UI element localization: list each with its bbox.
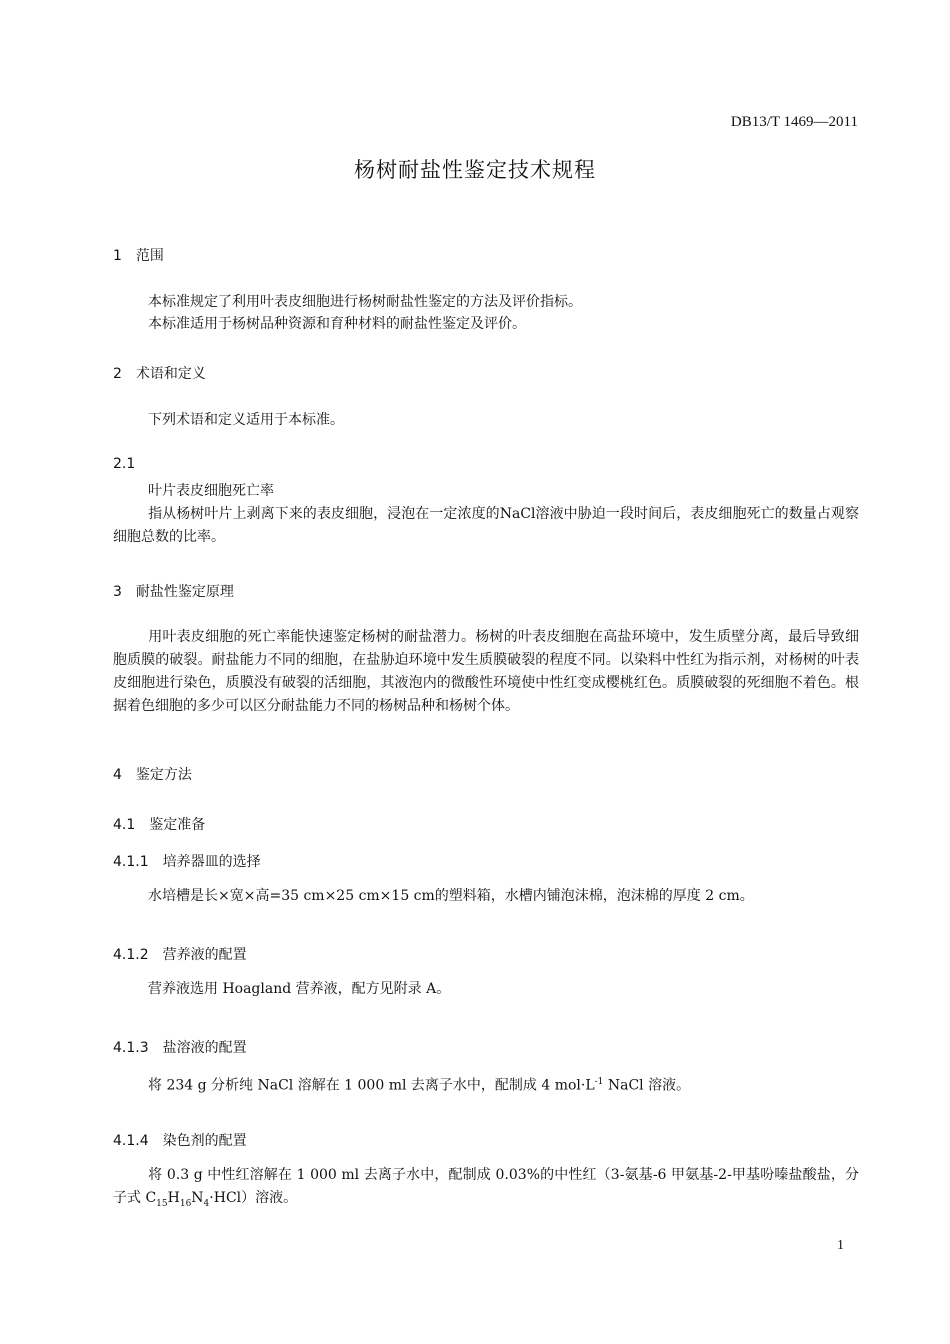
section-4-1-3-para-1 — [113, 1071, 859, 1098]
para-text: 水培槽是长×宽×高=35 cm×25 cm×15 cm的塑料箱，水槽内铺泡沫棉，泡沫棉的厚度 2 cm。 — [148, 888, 754, 904]
section-4-1-3-heading — [113, 1037, 247, 1057]
section-number: 2 — [113, 366, 122, 382]
page-number: 1 — [837, 1238, 844, 1253]
para-text: 将 0.3 g 中性红溶解在 1 000 ml 去离子水中，配制成 0.03%的中性红（3-氨基-6 甲氨基-2-甲基吩嗪盐酸盐，分子式 C — [113, 1167, 859, 1206]
para-text: 营养液选用 Hoagland 营养液，配方见附录 A。 — [148, 981, 451, 997]
superscript: -1 — [594, 1077, 604, 1087]
term-title: 叶片表皮细胞死亡率 — [148, 483, 274, 499]
section-2-heading — [113, 363, 206, 383]
subscript: 16 — [179, 1198, 192, 1209]
section-title: 染色剂的配置 — [162, 1133, 247, 1149]
section-number: 2.1 — [113, 456, 136, 472]
section-4-1-2-para-1 — [113, 978, 859, 1001]
section-title: 耐盐性鉴定原理 — [135, 584, 234, 600]
section-3-heading — [113, 581, 234, 601]
section-4-1-1-para-1 — [113, 885, 859, 908]
para-text: 指从杨树叶片上剥离下来的表皮细胞，浸泡在一定浓度的NaCl溶液中胁迫一段时间后，表皮细胞死亡的数量占观察细胞总数的比率。 — [113, 506, 859, 545]
document-title: 杨树耐盐性鉴定技术规程 — [354, 158, 596, 182]
para-text: 本标准规定了利用叶表皮细胞进行杨树耐盐性鉴定的方法及评价指标。 — [148, 294, 582, 310]
section-title: 鉴定准备 — [149, 817, 206, 833]
standard-code: DB13/T 1469—2011 — [730, 114, 858, 130]
para-text: NaCl 溶液。 — [603, 1077, 691, 1094]
para-text: ·HCl）溶液。 — [209, 1190, 298, 1206]
section-number: 4.1.1 — [113, 854, 149, 870]
section-4-1-2-heading — [113, 944, 247, 964]
section-number: 4.1.4 — [113, 1133, 149, 1149]
para-text: 本标准适用于杨树品种资源和育种材料的耐盐性鉴定及评价。 — [148, 316, 526, 332]
para-text: 用叶表皮细胞的死亡率能快速鉴定杨树的耐盐潜力。杨树的叶表皮细胞在高盐环境中，发生质壁分离，最后导致细胞质膜的破裂。耐盐能力不同的细胞，在盐胁迫环境中发生质膜破裂的程度不同。以染料中性红为指示剂，对杨树的叶表皮细胞进行染色，质膜没有破裂的活细胞，其液泡内的微酸性环境使中性红变成樱桃红色。质膜破裂的死细胞不着色。根据着色细胞的多少可以区分耐盐能力不同的杨树品种和杨树个体。 — [113, 629, 859, 714]
section-number: 4.1.3 — [113, 1040, 149, 1056]
subscript: 15 — [156, 1198, 168, 1209]
section-title: 术语和定义 — [135, 366, 206, 382]
section-number: 3 — [113, 584, 122, 600]
section-4-1-4-para-1 — [113, 1164, 859, 1216]
section-3-para-1 — [113, 626, 859, 718]
section-4-1-heading — [113, 814, 205, 834]
section-2-1-para-1 — [113, 503, 859, 549]
section-number: 4 — [113, 767, 122, 783]
section-4-1-1-heading — [113, 851, 261, 871]
section-1-para-1 — [113, 291, 859, 314]
section-4-1-4-heading — [113, 1130, 247, 1150]
section-1-para-2 — [113, 313, 859, 336]
para-text: 将 234 g 分析纯 NaCl 溶解在 1 000 ml 去离子水中，配制成 4 mol·L — [148, 1077, 595, 1094]
formula-element: H — [167, 1190, 180, 1206]
section-1-heading — [113, 245, 164, 265]
para-text: 下列术语和定义适用于本标准。 — [148, 412, 344, 428]
section-2-1-heading — [113, 456, 135, 472]
section-title: 营养液的配置 — [162, 947, 247, 963]
section-2-para-1 — [113, 409, 859, 432]
section-title: 培养器皿的选择 — [162, 854, 261, 870]
section-number: 4.1 — [113, 817, 136, 833]
section-title: 范围 — [135, 248, 164, 264]
formula-element: N — [191, 1190, 204, 1206]
section-title: 盐溶液的配置 — [162, 1040, 247, 1056]
section-title: 鉴定方法 — [135, 767, 192, 783]
section-number: 4.1.2 — [113, 947, 149, 963]
subscript: 4 — [203, 1198, 210, 1209]
section-4-heading — [113, 764, 192, 784]
section-number: 1 — [113, 248, 122, 264]
